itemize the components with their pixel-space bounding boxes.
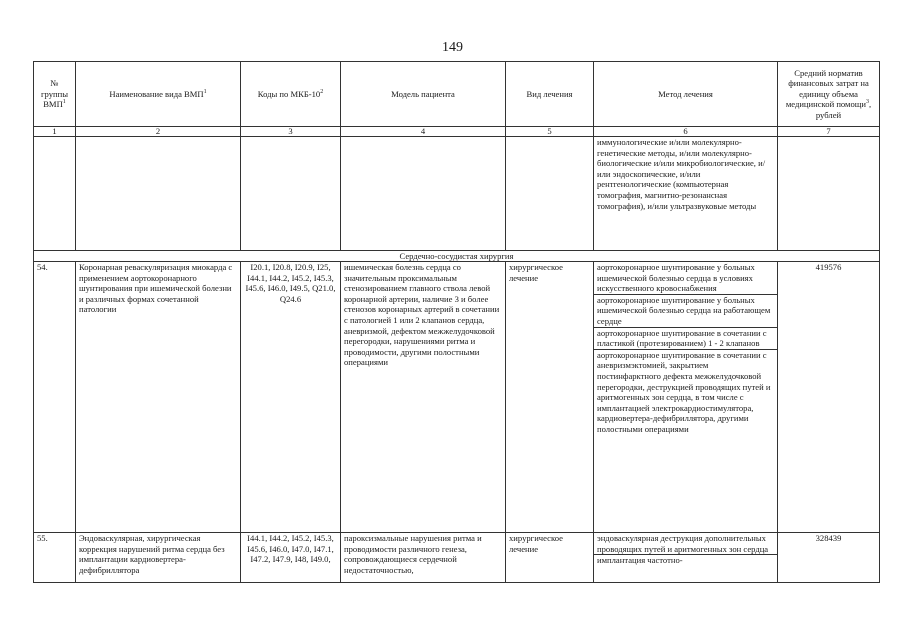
- header-vmp-name-text: Наименование вида ВМП: [109, 88, 204, 99]
- header-icd-codes-text: Коды по МКБ-10: [257, 88, 321, 99]
- header-footnote-ref: 1: [203, 88, 207, 95]
- vmp-table: [33, 61, 880, 583]
- header-footnote-ref: 3: [866, 99, 870, 106]
- vmp-name-cell: Эндоваскулярная, хирургическая коррекция нарушений ритма сердца без имплантации кардиовертера-дефибриллятора: [76, 533, 241, 583]
- treatment-method-item: эндоваскулярная деструкция дополнительных проводящих путей и аритмогенных зон сердца: [594, 533, 777, 555]
- row-number: 55.: [34, 533, 76, 583]
- header-group-number-symbol: №: [50, 78, 59, 89]
- header-footnote-ref: 1: [62, 99, 66, 106]
- table-cell-empty: [76, 137, 241, 251]
- header-group-number-word: группы: [41, 88, 68, 99]
- header-cost-norm: [778, 62, 880, 127]
- treatment-method-item: имплантация частотно-: [597, 555, 683, 566]
- column-number: 2: [76, 127, 241, 137]
- header-icd-codes: [241, 62, 341, 127]
- cost-cell: 328439: [778, 533, 880, 583]
- row-number: 54.: [34, 262, 76, 533]
- header-vmp-name: [76, 62, 241, 127]
- column-number: 4: [341, 127, 506, 137]
- treatment-type-cell: хирургическое лечение: [506, 533, 594, 583]
- table-cell-empty: [341, 137, 506, 251]
- treatment-methods-cell: [594, 262, 778, 533]
- section-heading-row: [34, 251, 880, 262]
- table-row: [34, 262, 880, 533]
- treatment-method-item: аортокоронарное шунтирование в сочетании с пластикой (протезированием) 1 - 2 клапанов: [594, 328, 777, 350]
- column-number: 1: [34, 127, 76, 137]
- header-treatment-type-text: Вид лечения: [526, 88, 573, 99]
- column-number: 7: [778, 127, 880, 137]
- table-row: [34, 533, 880, 583]
- treatment-type-cell: хирургическое лечение: [506, 262, 594, 533]
- cost-cell: 419576: [778, 262, 880, 533]
- header-treatment-method: [594, 62, 778, 127]
- continuation-method-cell: иммунологические и/или молекулярно-генетические методы, и/или молекулярно-биологические и/или микробиологические, и/или эндоскопические, и/или рентгенологические (компьютерная томография, магнитно-резонансная томография), и/или ультразвуковые методы: [594, 137, 778, 251]
- column-number-row: [34, 127, 880, 137]
- page-number: 149: [442, 40, 463, 55]
- patient-model-cell: ишемическая болезнь сердца со значительным проксимальным стенозированием главного ствола левой коронарной артерии, наличие 3 и более стенозов коронарных артерий в сочетании с патологией 1 или 2 клапанов сердца, аневризмой, дефектом межжелудочковой перегородки, нарушениями ритма и проводимости, другими полостными операциями: [341, 262, 506, 533]
- continuation-row: [34, 137, 880, 251]
- header-treatment-type: [506, 62, 594, 127]
- table-header-row: [34, 62, 880, 127]
- header-patient-model-text: Модель пациента: [391, 88, 455, 99]
- icd-codes-cell: I44.1, I44.2, I45.2, I45.3, I45.6, I46.0, I47.0, I47.1, I47.2, I47.9, I48, I49.0,: [241, 533, 341, 583]
- header-patient-model: [341, 62, 506, 127]
- treatment-methods-cell: [594, 533, 778, 583]
- column-number: 5: [506, 127, 594, 137]
- header-treatment-method-text: Метод лечения: [658, 88, 713, 99]
- table-cell-empty: [506, 137, 594, 251]
- header-group-number: [34, 62, 76, 127]
- table-cell-empty: [778, 137, 880, 251]
- column-number: 3: [241, 127, 341, 137]
- patient-model-cell: пароксизмальные нарушения ритма и проводимости различного генеза, сопровождающиеся сердечной недостаточностью,: [341, 533, 506, 583]
- header-footnote-ref: 2: [320, 88, 324, 95]
- icd-codes-cell: I20.1, I20.8, I20.9, I25, I44.1, I44.2, I45.2, I45.3, I45.6, I46.0, I49.5, Q21.0, Q24.6: [241, 262, 341, 533]
- table-cell-empty: [34, 137, 76, 251]
- treatment-method-item: аортокоронарное шунтирование у больных ишемической болезнью сердца на работающем сердце: [594, 295, 777, 328]
- column-number: 6: [594, 127, 778, 137]
- treatment-method-item: аортокоронарное шунтирование у больных ишемической болезнью сердца в условиях искусственного кровоснабжения: [594, 262, 777, 295]
- header-cost-norm-text: Средний норматив финансовых затрат на единицу объема медицинской помощи: [785, 67, 869, 110]
- header-group-number-vmp: ВМП: [43, 99, 63, 110]
- section-title: Сердечно-сосудистая хирургия: [34, 251, 880, 262]
- treatment-method-item: аортокоронарное шунтирование в сочетании с аневризмэктомией, закрытием постинфарктного дефекта межжелудочковой перегородки, деструкцией проводящих путей и аритмогенных зон сердца, в том числе с имплантацией электрокардиостимулятора, кардиовертера-дефибриллятора, другими полостными операциями: [597, 349, 771, 434]
- table-cell-empty: [241, 137, 341, 251]
- vmp-name-cell: Коронарная реваскуляризация миокарда с применением аортокоронарного шунтирования при ишемической болезни и различных формах сочетанной патологии: [76, 262, 241, 533]
- header-cost-norm-unit: , рублей: [815, 99, 872, 120]
